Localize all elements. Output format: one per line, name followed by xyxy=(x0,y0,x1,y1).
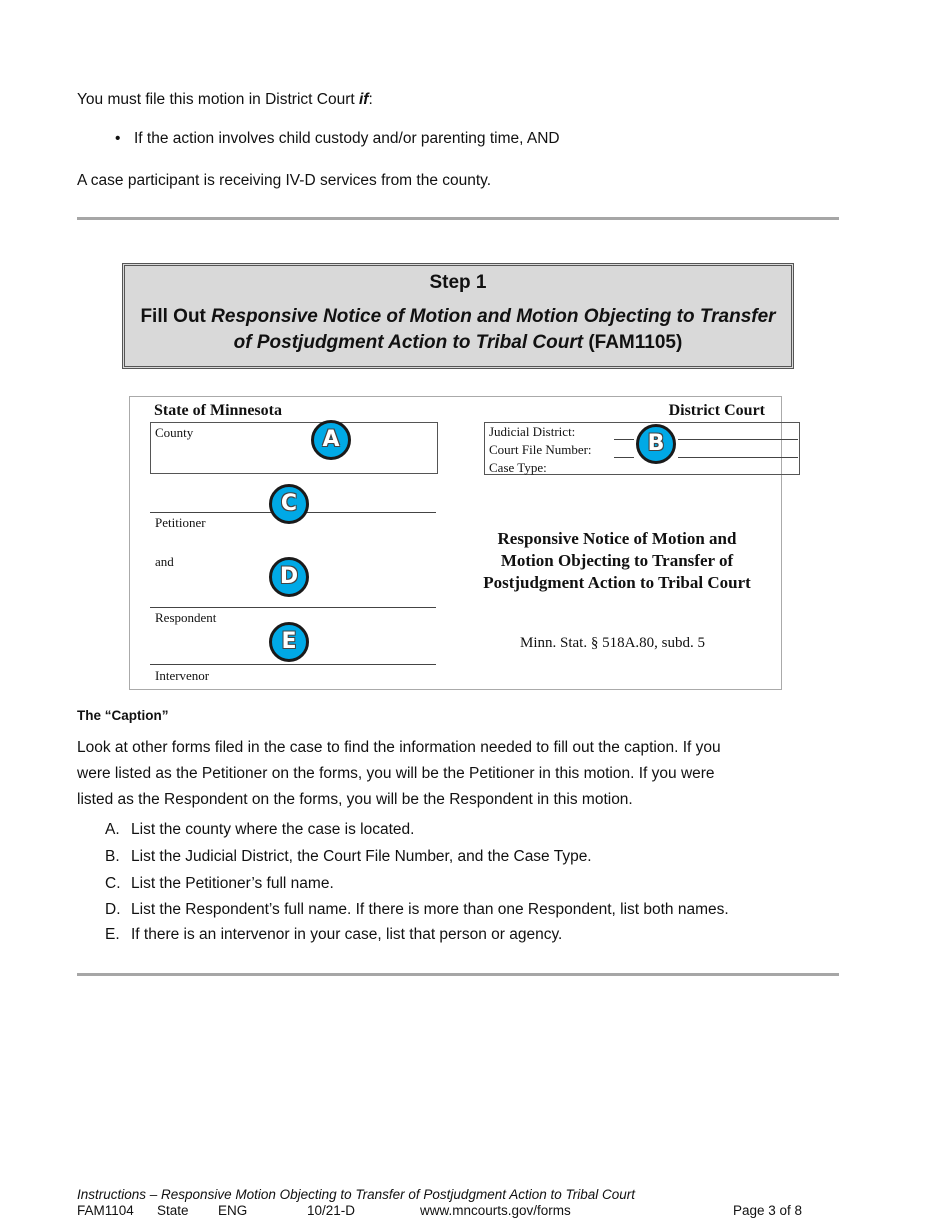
respondent-label: Respondent xyxy=(155,610,217,625)
list-text: List the Respondent’s full name. If there is more than one Respondent, list both names. xyxy=(131,901,729,918)
footer-page-number: Page 3 of 8 xyxy=(733,1203,803,1218)
caption-paragraph-line: listed as the Respondent on the forms, you will be the Respondent in this motion. xyxy=(77,791,633,808)
list-item xyxy=(105,875,334,893)
judicial-district-label: Judicial District: xyxy=(489,424,576,439)
footer-language: ENG xyxy=(218,1203,248,1218)
marker-b-icon: B xyxy=(636,424,676,464)
field-line xyxy=(678,439,798,440)
list-item xyxy=(105,926,562,944)
list-item xyxy=(105,821,414,839)
and-label: and xyxy=(155,554,174,569)
footer-url[interactable]: www.mncourts.gov/forms xyxy=(420,1203,571,1218)
intro-emphasis: if xyxy=(358,91,369,108)
field-line xyxy=(678,457,798,458)
county-label: County xyxy=(155,425,194,440)
intro-text: You must file this motion in District Court xyxy=(77,91,359,108)
intervenor-label: Intervenor xyxy=(155,668,210,683)
intro-colon: : xyxy=(368,91,373,108)
state-label: State of Minnesota xyxy=(154,402,282,419)
marker-a-icon: A xyxy=(311,420,351,460)
form-title: Responsive Notice of Motion and Motion Objecting to Transfer of Postjudgment Action to Tribal Court xyxy=(483,529,751,592)
footer-version: 10/21-D xyxy=(307,1203,356,1218)
intro-line-2: A case participant is receiving IV-D services from the county. xyxy=(77,172,492,189)
field-line xyxy=(614,439,634,440)
divider xyxy=(77,217,839,220)
list-item xyxy=(105,901,729,919)
step-title-suffix: (FAM1105) xyxy=(583,332,683,353)
caption-paragraph-line: Look at other forms filed in the case to find the information needed to fill out the caption. If you xyxy=(77,739,721,756)
step-title xyxy=(125,304,791,356)
marker-d-icon: D xyxy=(269,557,309,597)
footer-state: State xyxy=(157,1203,189,1218)
divider xyxy=(77,973,839,976)
statute-citation: Minn. Stat. § 518A.80, subd. 5 xyxy=(520,635,706,651)
list-item xyxy=(105,848,592,866)
step-heading: Step 1 xyxy=(429,272,487,293)
marker-e-icon: E xyxy=(269,622,309,662)
respondent-line xyxy=(150,607,436,608)
intro-line xyxy=(77,91,373,109)
list-text: List the Petitioner’s full name. xyxy=(131,875,334,892)
list-letter: B. xyxy=(105,848,120,865)
court-file-number-label: Court File Number: xyxy=(489,442,592,457)
list-letter: A. xyxy=(105,821,120,838)
step-title-form-name: Responsive Notice of Motion and Motion Objecting to Transfer of Postjudgment Action to Tribal Court xyxy=(211,306,776,353)
intro-bullet xyxy=(115,130,560,148)
footer-form-number: FAM1104 xyxy=(77,1203,134,1218)
court-label: District Court xyxy=(668,402,765,419)
caption-example-image xyxy=(129,396,782,690)
step-box xyxy=(122,263,794,369)
intervenor-line xyxy=(150,664,436,665)
list-letter: D. xyxy=(105,901,121,918)
list-text: List the Judicial District, the Court File Number, and the Case Type. xyxy=(131,848,592,865)
bullet-text: If the action involves child custody and/or parenting time, AND xyxy=(134,130,560,147)
caption-paragraph-line: were listed as the Petitioner on the forms, you will be the Petitioner in this motion. If you were xyxy=(77,765,715,782)
caption-heading: The “Caption” xyxy=(77,708,169,723)
footer-title: Instructions – Responsive Motion Objecting to Transfer of Postjudgment Action to Tribal Court xyxy=(77,1187,636,1202)
case-type-label: Case Type: xyxy=(489,460,547,475)
petitioner-label: Petitioner xyxy=(155,515,206,530)
field-line xyxy=(614,457,634,458)
list-letter: C. xyxy=(105,875,121,892)
bullet-icon: • xyxy=(115,130,121,147)
list-letter: E. xyxy=(105,926,120,943)
list-text: If there is an intervenor in your case, list that person or agency. xyxy=(131,926,563,943)
marker-c-icon: C xyxy=(269,484,309,524)
step-title-prefix: Fill Out xyxy=(140,306,212,327)
list-text: List the county where the case is located. xyxy=(131,821,415,838)
